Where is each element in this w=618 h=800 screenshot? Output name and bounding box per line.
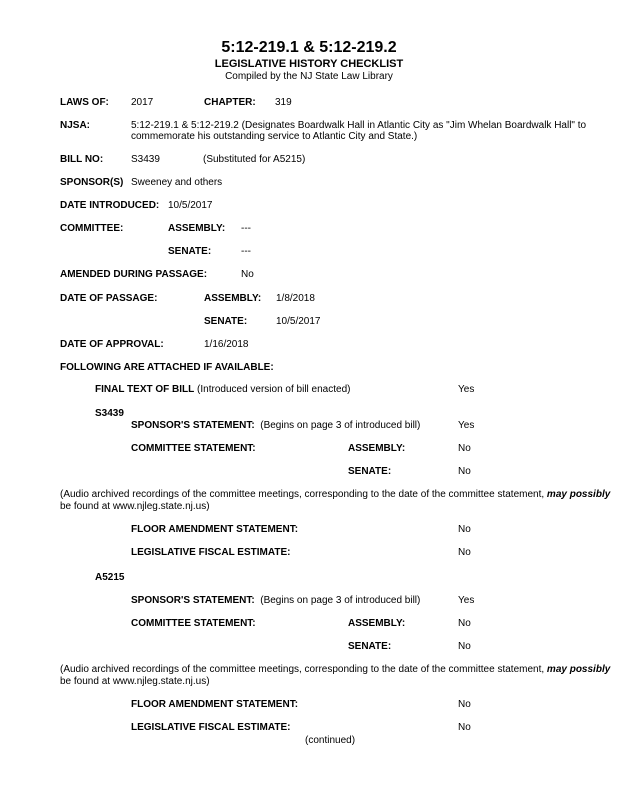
audio-note-line1: (Audio archived recordings of the committee meetings, corresponding to the date of the committee statement, may possibly — [60, 664, 611, 675]
audio-note-line1: (Audio archived recordings of the committee meetings, corresponding to the date of the committee statement, may possibly — [60, 489, 611, 500]
bill-no-note: (Substituted for A5215) — [203, 154, 306, 165]
passage-senate-label: SENATE: — [204, 316, 248, 327]
committee-senate-label: SENATE: — [168, 246, 212, 257]
sponsor-statement-row — [131, 595, 420, 607]
bill-no-value: S3439 — [131, 154, 160, 165]
floor-amendment-label: FLOOR AMENDMENT STATEMENT: — [131, 699, 299, 710]
laws-of-value: 2017 — [131, 97, 154, 108]
amended-value: No — [241, 269, 254, 280]
date-of-approval-value: 1/16/2018 — [204, 339, 249, 350]
compiled-by: Compiled by the NJ State Law Library — [225, 71, 393, 82]
floor-amendment-value: No — [458, 524, 471, 535]
sponsors-label: SPONSOR(S) — [60, 177, 124, 188]
sponsor-statement-row — [131, 420, 420, 432]
sponsor-statement-label: SPONSOR'S STATEMENT: — [131, 420, 255, 431]
sponsors-value: Sweeney and others — [131, 177, 223, 188]
passage-assembly-value: 1/8/2018 — [276, 293, 315, 304]
bill-id-a5215: A5215 — [95, 572, 125, 583]
committee-statement-assembly-value: No — [458, 618, 471, 629]
committee-senate-value: --- — [241, 246, 251, 257]
page-title: 5:12-219.1 & 5:12-219.2 — [221, 39, 397, 56]
committee-statement-assembly-value: No — [458, 443, 471, 454]
audio-note-line2: be found at www.njleg.state.nj.us) — [60, 501, 210, 512]
page-subtitle: LEGISLATIVE HISTORY CHECKLIST — [214, 58, 404, 70]
final-text-label: FINAL TEXT OF BILL — [95, 384, 195, 395]
bill-id-s3439: S3439 — [95, 408, 124, 419]
date-of-passage-label: DATE OF PASSAGE: — [60, 293, 158, 304]
committee-assembly-value: --- — [241, 223, 251, 234]
njsa-label: NJSA: — [60, 120, 91, 131]
committee-statement-assembly-label: ASSEMBLY: — [348, 618, 406, 629]
passage-assembly-label: ASSEMBLY: — [204, 293, 262, 304]
audio-note-line2: be found at www.njleg.state.nj.us) — [60, 676, 210, 687]
final-text-value: Yes — [458, 384, 475, 395]
bill-no-label: BILL NO: — [60, 154, 104, 165]
sponsor-statement-note: (Begins on page 3 of introduced bill) — [260, 595, 421, 606]
date-introduced-label: DATE INTRODUCED: — [60, 200, 160, 211]
fiscal-estimate-value: No — [458, 547, 471, 558]
committee-statement-senate-value: No — [458, 466, 471, 477]
committee-statement-assembly-label: ASSEMBLY: — [348, 443, 406, 454]
sponsor-statement-note: (Begins on page 3 of introduced bill) — [260, 420, 421, 431]
continued-note: (continued) — [305, 735, 356, 746]
fiscal-estimate-value: No — [458, 722, 471, 733]
committee-statement-label: COMMITTEE STATEMENT: — [131, 443, 256, 454]
date-introduced-value: 10/5/2017 — [168, 200, 213, 211]
floor-amendment-value: No — [458, 699, 471, 710]
floor-amendment-label: FLOOR AMENDMENT STATEMENT: — [131, 524, 299, 535]
njsa-value-line2: commemorate his outstanding service to Atlantic City and State.) — [131, 131, 418, 142]
passage-senate-value: 10/5/2017 — [276, 316, 321, 327]
sponsor-statement-value: Yes — [458, 595, 475, 606]
final-text-note: (Introduced version of bill enacted) — [197, 384, 351, 395]
sponsor-statement-value: Yes — [458, 420, 475, 431]
sponsor-statement-label: SPONSOR'S STATEMENT: — [131, 595, 255, 606]
amended-label: AMENDED DURING PASSAGE: — [60, 269, 208, 280]
fiscal-estimate-label: LEGISLATIVE FISCAL ESTIMATE: — [131, 547, 291, 558]
committee-statement-senate-label: SENATE: — [348, 466, 392, 477]
njsa-value-line1: 5:12-219.1 & 5:12-219.2 (Designates Boardwalk Hall in Atlantic City as "Jim Whelan Boardwalk Hall" to — [131, 120, 587, 131]
committee-statement-senate-value: No — [458, 641, 471, 652]
committee-label: COMMITTEE: — [60, 223, 124, 234]
committee-statement-senate-label: SENATE: — [348, 641, 392, 652]
fiscal-estimate-label: LEGISLATIVE FISCAL ESTIMATE: — [131, 722, 291, 733]
committee-assembly-label: ASSEMBLY: — [168, 223, 226, 234]
chapter-value: 319 — [275, 97, 292, 108]
laws-of-label: LAWS OF: — [60, 97, 109, 108]
chapter-label: CHAPTER: — [204, 97, 256, 108]
committee-statement-label: COMMITTEE STATEMENT: — [131, 618, 256, 629]
attachments-heading: FOLLOWING ARE ATTACHED IF AVAILABLE: — [60, 362, 274, 373]
final-text-row — [95, 384, 350, 396]
date-of-approval-label: DATE OF APPROVAL: — [60, 339, 164, 350]
